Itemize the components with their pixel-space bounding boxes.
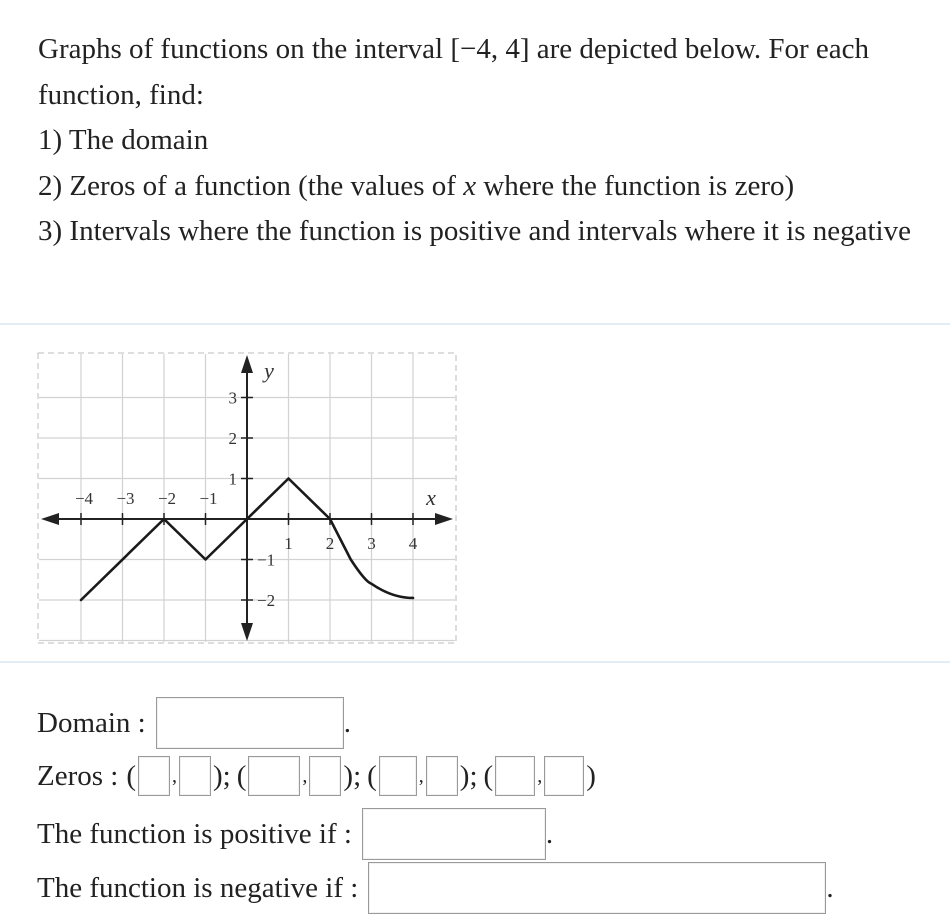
domain-row (37, 697, 351, 749)
zero-1-open: ( (126, 759, 137, 792)
x-tick-label: 1 (284, 534, 293, 553)
zero-1-close: ); (213, 759, 231, 792)
zero-2-open: ( (236, 759, 247, 792)
divider-bottom (0, 661, 950, 663)
y-axis-arrow-down (241, 623, 253, 641)
y-axis-label: y (264, 358, 274, 383)
positive-input[interactable] (362, 808, 546, 860)
x-tick-label: 2 (325, 534, 335, 553)
negative-label: The function is negative if : (37, 871, 359, 904)
zero-4-open: ( (483, 759, 494, 792)
x-tick-label: −4 (74, 489, 94, 508)
zero-4-close: ) (586, 759, 596, 792)
domain-label: Domain : (37, 706, 146, 739)
zero-4-sep: , (537, 764, 543, 787)
prompt-item-domain: 1) The domain (38, 124, 209, 156)
zero-4-y-input[interactable] (544, 756, 584, 796)
zero-1-y-input[interactable] (179, 756, 211, 796)
y-axis-arrow-up (241, 355, 253, 373)
zero-3-sep: , (418, 764, 424, 787)
zeros-row (37, 756, 596, 796)
zero-1-sep: , (172, 764, 178, 787)
zero-2-close: ); (343, 759, 362, 792)
x-tick-label: −2 (157, 489, 177, 508)
zero-3-x-input[interactable] (379, 756, 417, 796)
zero-1-x-input[interactable] (138, 756, 170, 796)
x-axis-arrow-right (435, 513, 453, 525)
graph-labels (75, 358, 436, 610)
prompt-item-sign: 3) Intervals where the function is positive and intervals where it is negative (38, 215, 911, 247)
positive-label: The function is positive if : (37, 817, 352, 850)
negative-input[interactable] (368, 862, 826, 914)
positive-row (37, 808, 553, 860)
negative-period: . (826, 871, 834, 904)
zero-3-close: ); (459, 759, 478, 792)
y-tick-label: −2 (257, 591, 276, 610)
x-tick-label: 3 (367, 534, 376, 553)
divider-top (0, 323, 950, 325)
y-tick-label: −1 (257, 550, 276, 570)
x-tick-label: 4 (408, 534, 418, 553)
positive-period: . (545, 817, 554, 850)
prompt-item-zeros-after: where the function is zero) (476, 169, 795, 202)
domain-period: . (343, 706, 351, 739)
prompt-item-zeros-before: 2) Zeros of a function (the values of (38, 169, 464, 202)
zero-3-open: ( (367, 759, 377, 792)
zero-2-x-input[interactable] (248, 756, 300, 796)
graph-svg (37, 352, 457, 644)
zero-3-y-input[interactable] (426, 756, 458, 796)
negative-row (37, 862, 834, 914)
domain-input[interactable] (156, 697, 344, 749)
zero-2-y-input[interactable] (309, 756, 341, 796)
x-tick-label: −3 (116, 489, 135, 508)
prompt-intro: Graphs of functions on the interval [−4, 4] are depicted below. For each function, find: (38, 33, 870, 111)
x-tick-label: −1 (199, 489, 218, 508)
zero-4-x-input[interactable] (495, 756, 535, 796)
function-graph (37, 352, 457, 644)
x-axis-arrow-left (41, 513, 59, 525)
y-tick-label: 2 (228, 429, 237, 448)
problem-statement (38, 27, 928, 255)
y-tick-label: 1 (228, 469, 237, 489)
zeros-label: Zeros : (37, 759, 119, 792)
prompt-variable-x: x (463, 169, 477, 202)
zero-2-sep: , (302, 764, 308, 787)
x-axis-label: x (426, 485, 436, 510)
prompt-item-zeros (38, 164, 928, 210)
y-tick-label: 3 (228, 388, 237, 408)
